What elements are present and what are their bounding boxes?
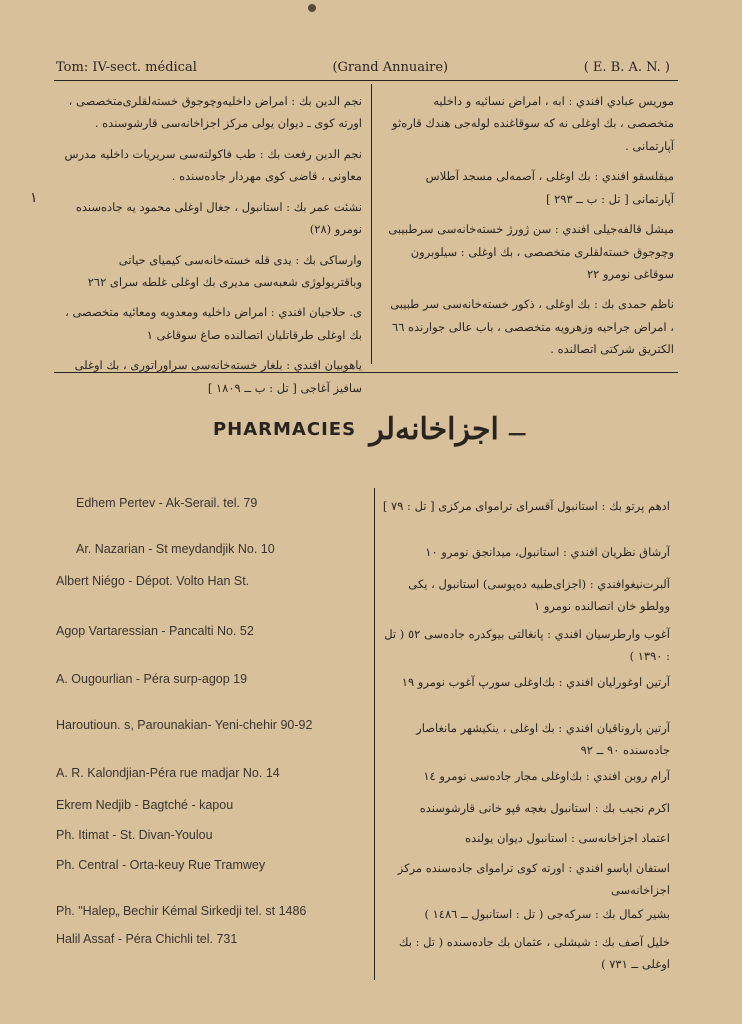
doctor-entry: نجم الدين بك : امراض داخليه‌وچوجوق خسته‌لقلرى‌متخصصى ، اورته كوى ـ ديوان يولى مركز اجزاخانه‌سى قارشوسنده . (68, 94, 362, 131)
pharmacy-ottoman: اكرم نجيب بك : استانبول بغچه قپو خانى قارشوسنده (419, 801, 670, 815)
title-ottoman: اجزاخانه‌لر (369, 412, 499, 447)
pharmacy-ottoman: آلبرت‌نيغوافندي : (اجزاى‌طبيه دەپوسى) استانبول ، يكى وولطو خان اتصالنده نومرو ١ (408, 577, 670, 613)
doctors-right-column (384, 90, 674, 369)
section-title (0, 412, 742, 447)
doctor-entry: ناظم حمدى بك : بك اوغلى ، ذكور خسته‌خانه‌سى سر طبيبى ، امراض جراحيه وزهرويه متخصصى ، باب عالى جوارنده ٦٦ الكتريق شركتى اتصالنده . (390, 297, 674, 357)
pharmacy-latin: A. Ougourlian - Péra surp-agop 19 (56, 672, 248, 686)
margin-mark: ١ (30, 190, 38, 206)
header-center: (Grand Annuaire) (332, 60, 449, 75)
header-left: Tom: IV-sect. médical (56, 60, 197, 75)
pharmacy-latin: A. R. Kalondjian-Péra rue madjar No. 14 (56, 766, 280, 780)
pharmacy-ottoman: استفان اپاسو افندي : اورته كوى ترامواى جاده‌سنده مركز اجزاخانه‌سى (397, 861, 670, 897)
pharmacy-latin: Ar. Nazarian - St meydandjik No. 10 (76, 542, 275, 556)
pharmacy-ottoman: آرام روبن افندي : بك‌اوغلى مجار جاده‌سى نومرو ١٤ (423, 769, 670, 783)
title-latin: PHARMACIES (212, 419, 357, 440)
doctor-entry: ى. حلاجيان افندي : امراض داخليه ومعدويه ومعائيه متخصصى ، بك اوغلى طرقاتليان اتصالنده صاغ سوقاغى ١ (65, 305, 362, 342)
doctor-entry: نجم الدين رفعت بك : طب فاكولته‌سى سريريات داخليه مدرس معاونى ، قاضى كوى مهردار جاده‌سنده . (64, 146, 362, 184)
pharmacy-ottoman: آرتين اوغورليان افندي : بك‌اوغلى سورپ آغوب نومرو ١٩ (401, 675, 670, 689)
pharmacy-latin: Ph. "Halep„ Bechir Kémal Sirkedji tel. st 1486 (56, 904, 307, 918)
pharmacy-latin: Ph. Itimat - St. Divan-Youlou (56, 828, 213, 842)
pharmacy-ottoman: اعتماد اجزاخانه‌سى : استانبول ديوان يولنده (465, 831, 670, 845)
page-header (56, 60, 670, 75)
doctor-entry: نشئت عمر بك : استانبول ، جغال اوغلى محمود يه جاده‌سنده نومرو (٢٨) (75, 199, 362, 237)
doctor-entry: ميشل قالفه‌جيلى افندي : سن ژورژ خسته‌خانه‌سى سرطبيبى وچوجوق خسته‌لقلرى متخصصى ، بك اوغلى : سيلوبرون سوقاغى نومرو ٢٢ (388, 222, 674, 281)
pharmacy-ottoman: آرتين پاروناقيان افندي : بك اوغلى ، ينكيشهر مانغاصار جاده‌سنده ٩٠ ــ ٩٢ (416, 721, 670, 757)
pharmacy-latin: Ekrem Nedjib - Bagtché - kapou (56, 798, 234, 812)
pharmacy-latin: Albert Niégo - Dépot. Volto Han St. (56, 574, 250, 588)
section-rule (54, 372, 678, 373)
doctors-left-column (56, 90, 362, 407)
doctor-entry: وارساكى بك : يدى قله خسته‌خانه‌سى كيمياى حياتى وباقتريولوژى شعبه‌سى مديرى بك اوغلى غلطه سراى ٢٦٢ (87, 252, 362, 289)
doctor-entry: موريس عبادي افندي : ابه ، امراض نسائيه و داخليه متخصصى ، بك اوغلى نه كه سوقاغنده لوله‌جى هندك قارە‌ثو آپارتمانى . (392, 94, 674, 153)
pharmacy-latin: Ph. Central - Orta-keuy Rue Tramwey (56, 858, 266, 872)
pharmacy-ottoman: بشير كمال بك : سركه‌جى ( تل : استانبول ــ ١٤٨٦ ) (424, 907, 670, 921)
header-right: ( E. B. A. N. ) (583, 60, 670, 75)
pharmacy-latin: Haroutioun. s, Parounakian- Yeni-chehir 90-92 (56, 718, 313, 732)
column-divider (371, 84, 372, 364)
pharmacy-column-divider (374, 488, 375, 980)
pharmacy-latin: Halil Assaf - Péra Chichli tel. 731 (56, 932, 238, 946)
doctor-entry: ميقلسقو افندي : بك اوغلى ، آصمه‌لى مسجد آطلاس آپارتمانى [ تل : ب ــ ٢٩٣ ] (425, 169, 674, 206)
header-rule (54, 80, 678, 81)
pharmacy-ottoman: آرشاق نظريان افندي : استانبول، ميدانجق نومرو ١٠ (425, 545, 670, 559)
punch-hole (308, 4, 316, 12)
doctor-entry: ياهوبيان افندي : بلغار خسته‌خانه‌سى سراوراتورى ، بك اوغلى سافيز آغاجى [ تل : ب ــ ١٨٠٩ ] (74, 358, 362, 395)
pharmacy-ottoman: ادهم پرتو بك : استانبول آقسراى ترامواى مركزى [ تل : ٧٩ ] (382, 499, 670, 513)
title-dash: ـــ (509, 419, 526, 440)
pharmacy-latin: Agop Vartaressian - Pancalti No. 52 (56, 624, 254, 638)
pharmacy-latin: Edhem Pertev - Ak-Serail. tel. 79 (76, 496, 258, 510)
pharmacy-ottoman: خليل آصف بك : شيشلى ، عثمان بك جاده‌سنده ( تل : بك اوغلى ــ ٧٣١ ) (399, 935, 670, 971)
pharmacy-ottoman: آغوب وارطرسيان افندي : پانغالتى بيوكدره جاده‌سى ٥٢ ( تل : ١٣٩٠ ) (384, 627, 670, 663)
